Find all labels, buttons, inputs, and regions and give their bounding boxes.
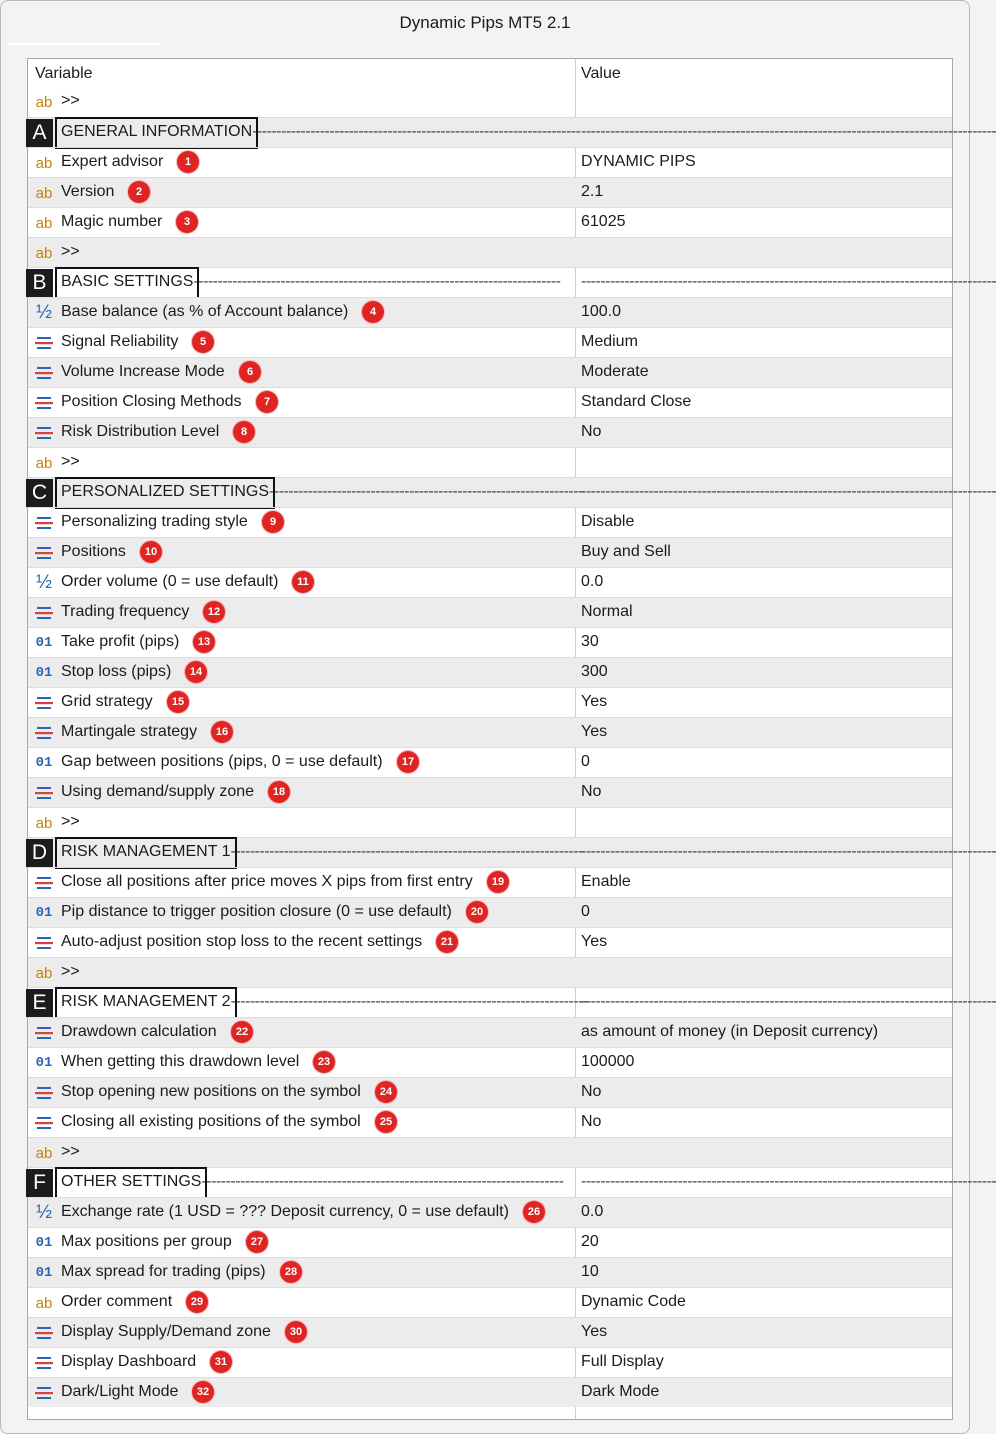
section-separator-dashes: ----------------------------------------------------------------- xyxy=(269,483,583,500)
table-row[interactable] xyxy=(28,747,952,777)
variable-name: Gap between positions (pips, 0 = use default) xyxy=(61,753,383,770)
variable-value[interactable]: Medium xyxy=(581,333,638,350)
annotation-number-badge: 14 xyxy=(185,661,207,683)
table-row[interactable] xyxy=(28,927,952,957)
string-type-icon: ab xyxy=(35,93,53,111)
annotation-number-badge: 31 xyxy=(210,1351,232,1373)
section-letter-marker: E xyxy=(26,989,53,1017)
annotation-number-badge: 8 xyxy=(233,421,255,443)
integer-type-icon: 01 xyxy=(35,905,53,921)
table-row[interactable] xyxy=(28,1197,952,1227)
variable-value[interactable]: Buy and Sell xyxy=(581,543,671,560)
section-value-dashes: -------------------------------------------------------------------------------------- xyxy=(581,123,996,140)
enum-list-icon xyxy=(33,873,55,893)
variable-name: >> xyxy=(61,1143,80,1160)
table-row[interactable] xyxy=(28,957,952,987)
table-row[interactable] xyxy=(28,897,952,927)
section-highlight-box xyxy=(55,1167,207,1199)
variable-value[interactable]: 61025 xyxy=(581,213,626,230)
section-separator-dashes: --------------------------------------------------------------------------- xyxy=(201,1173,564,1190)
table-row[interactable] xyxy=(28,1047,952,1077)
variable-value[interactable]: Enable xyxy=(581,873,631,890)
variable-value[interactable]: 0 xyxy=(581,903,590,920)
section-separator-dashes: -------------------------------------------------------------------- xyxy=(252,123,581,140)
variable-value[interactable]: DYNAMIC PIPS xyxy=(581,153,696,170)
variable-name: Signal Reliability xyxy=(61,333,179,350)
section-separator-dashes: -------------------------------------------------------------------------- xyxy=(230,993,588,1010)
annotation-number-badge: 25 xyxy=(375,1111,397,1133)
table-row[interactable] xyxy=(28,387,952,417)
table-row[interactable] xyxy=(28,627,952,657)
annotation-number-badge: 29 xyxy=(186,1291,208,1313)
variable-name: Max positions per group xyxy=(61,1233,232,1250)
variable-name: Base balance (as % of Account balance) xyxy=(61,303,349,320)
table-row[interactable] xyxy=(28,237,952,267)
annotation-number-badge: 21 xyxy=(436,931,458,953)
variable-value[interactable]: Dark Mode xyxy=(581,1383,660,1400)
variable-name: >> xyxy=(61,813,80,830)
table-row[interactable] xyxy=(28,567,952,597)
table-row[interactable] xyxy=(28,87,952,117)
variable-value[interactable]: No xyxy=(581,783,602,800)
variable-value[interactable]: 2.1 xyxy=(581,183,604,200)
enum-list-icon xyxy=(33,1023,55,1043)
column-header-variable[interactable]: Variable xyxy=(35,65,93,82)
annotation-number-badge: 16 xyxy=(211,721,233,743)
variable-name: Using demand/supply zone xyxy=(61,783,255,800)
table-header xyxy=(28,59,952,87)
section-title-text: RISK MANAGEMENT 1 xyxy=(61,843,231,860)
variable-value[interactable]: 100000 xyxy=(581,1053,635,1070)
variable-name: Martingale strategy xyxy=(61,723,198,740)
annotation-number-badge: 13 xyxy=(193,631,215,653)
section-separator-dashes: ---------------------------------------------------------------------------- xyxy=(193,273,561,290)
variable-name: Auto-adjust position stop loss to the recent settings xyxy=(61,933,423,950)
table-row[interactable] xyxy=(28,777,952,807)
table-row[interactable] xyxy=(28,1077,952,1107)
variable-name: Order volume (0 = use default) xyxy=(61,573,279,590)
variable-name: Risk Distribution Level xyxy=(61,423,220,440)
annotation-number-badge: 26 xyxy=(523,1201,545,1223)
variable-name: Take profit (pips) xyxy=(61,633,180,650)
table-row[interactable] xyxy=(28,1287,952,1317)
annotation-number-badge: 22 xyxy=(231,1021,253,1043)
section-title-text: RISK MANAGEMENT 2 xyxy=(61,993,231,1010)
variable-value[interactable]: 30 xyxy=(581,633,599,650)
variable-value[interactable]: Moderate xyxy=(581,363,649,380)
section-header-row[interactable] xyxy=(28,117,996,147)
variable-name: Pip distance to trigger position closure (0 = use default) xyxy=(61,903,452,920)
annotation-number-badge: 4 xyxy=(362,301,384,323)
table-row[interactable] xyxy=(28,717,952,747)
variable-value[interactable]: Standard Close xyxy=(581,393,692,410)
variable-value[interactable]: No xyxy=(581,1083,602,1100)
annotation-number-badge: 9 xyxy=(262,511,284,533)
section-separator-dashes: ------------------------------------------------------------------------- xyxy=(230,843,583,860)
variable-name: Close all positions after price moves X pips from first entry xyxy=(61,873,473,890)
table-row[interactable] xyxy=(28,1257,952,1287)
integer-type-icon: 01 xyxy=(35,755,53,771)
section-letter-marker: C xyxy=(26,479,53,507)
string-type-icon: ab xyxy=(35,184,53,202)
section-highlight-box xyxy=(55,117,258,149)
annotation-number-badge: 7 xyxy=(256,391,278,413)
variable-value[interactable]: No xyxy=(581,1113,602,1130)
enum-list-icon xyxy=(33,1383,55,1403)
annotation-number-badge: 10 xyxy=(140,541,162,563)
table-row[interactable] xyxy=(28,537,952,567)
annotation-number-badge: 2 xyxy=(128,181,150,203)
string-type-icon: ab xyxy=(35,154,53,172)
double-type-icon: ½ xyxy=(36,302,52,323)
variable-value[interactable]: Full Display xyxy=(581,1353,664,1370)
string-type-icon: ab xyxy=(35,214,53,232)
table-row[interactable] xyxy=(28,507,952,537)
table-row[interactable] xyxy=(28,1017,952,1047)
variable-name: >> xyxy=(61,963,80,980)
annotation-number-badge: 23 xyxy=(313,1051,335,1073)
section-title-text: PERSONALIZED SETTINGS xyxy=(61,483,270,500)
variable-name: >> xyxy=(61,92,80,109)
variable-name: Magic number xyxy=(61,213,163,230)
enum-list-icon xyxy=(33,513,55,533)
variable-value[interactable]: Disable xyxy=(581,513,635,530)
section-title-text: GENERAL INFORMATION xyxy=(61,123,253,140)
variable-value[interactable]: 10 xyxy=(581,1263,599,1280)
column-header-value[interactable]: Value xyxy=(581,65,621,82)
variable-name: Volume Increase Mode xyxy=(61,363,225,380)
string-type-icon: ab xyxy=(35,1294,53,1312)
section-highlight-box xyxy=(55,477,275,509)
table-row[interactable] xyxy=(28,1347,952,1377)
annotation-number-badge: 11 xyxy=(292,571,314,593)
table-row[interactable] xyxy=(28,297,952,327)
enum-list-icon xyxy=(33,393,55,413)
annotation-number-badge: 6 xyxy=(239,361,261,383)
section-value-dashes: -------------------------------------------------------------------------------------- xyxy=(581,483,996,500)
variable-value[interactable]: No xyxy=(581,423,602,440)
variable-name: Expert advisor xyxy=(61,153,164,170)
double-type-icon: ½ xyxy=(36,1202,52,1223)
variable-name: Display Supply/Demand zone xyxy=(61,1323,271,1340)
table-row[interactable] xyxy=(28,1107,952,1137)
section-title-text: BASIC SETTINGS xyxy=(61,273,194,290)
table-row[interactable] xyxy=(28,1227,952,1257)
section-header-row[interactable] xyxy=(28,837,996,867)
section-letter-marker: D xyxy=(26,839,53,867)
enum-list-icon xyxy=(33,543,55,563)
integer-type-icon: 01 xyxy=(35,665,53,681)
table-row[interactable] xyxy=(28,327,952,357)
variable-name: Drawdown calculation xyxy=(61,1023,217,1040)
enum-list-icon xyxy=(33,1323,55,1343)
variable-name: Position Closing Methods xyxy=(61,393,242,410)
table-row[interactable] xyxy=(28,1317,952,1347)
table-row[interactable] xyxy=(28,657,952,687)
annotation-number-badge: 32 xyxy=(192,1381,214,1403)
section-value-dashes: -------------------------------------------------------------------------------------- xyxy=(581,993,996,1010)
table-row[interactable] xyxy=(28,687,952,717)
variable-name: >> xyxy=(61,243,80,260)
variable-name: Personalizing trading style xyxy=(61,513,248,530)
enum-list-icon xyxy=(33,333,55,353)
variable-name: Stop opening new positions on the symbol xyxy=(61,1083,361,1100)
integer-type-icon: 01 xyxy=(35,635,53,651)
annotation-number-badge: 28 xyxy=(280,1261,302,1283)
annotation-number-badge: 3 xyxy=(176,211,198,233)
table-row[interactable] xyxy=(28,867,952,897)
variable-name: Order comment xyxy=(61,1293,173,1310)
table-row[interactable] xyxy=(28,1137,952,1167)
variable-value[interactable]: 300 xyxy=(581,663,608,680)
section-header-row[interactable] xyxy=(28,987,996,1017)
section-letter-marker: B xyxy=(26,269,53,297)
variable-value[interactable]: 0.0 xyxy=(581,573,604,590)
variable-name: Max spread for trading (pips) xyxy=(61,1263,266,1280)
annotation-number-badge: 19 xyxy=(487,871,509,893)
variable-name: Stop loss (pips) xyxy=(61,663,172,680)
integer-type-icon: 01 xyxy=(35,1265,53,1281)
variable-value[interactable]: Yes xyxy=(581,723,608,740)
section-highlight-box xyxy=(55,987,237,1019)
window-title: Dynamic Pips MT5 2.1 xyxy=(399,13,571,32)
inputs-table xyxy=(27,58,996,1420)
variable-value[interactable]: 20 xyxy=(581,1233,599,1250)
string-type-icon: ab xyxy=(35,964,53,982)
table-row[interactable] xyxy=(28,417,952,447)
enum-list-icon xyxy=(33,363,55,383)
enum-list-icon xyxy=(33,1113,55,1133)
variable-name: Closing all existing positions of the symbol xyxy=(61,1113,361,1130)
table-row[interactable] xyxy=(28,177,952,207)
annotation-number-badge: 5 xyxy=(192,331,214,353)
integer-type-icon: 01 xyxy=(35,1055,53,1071)
variable-name: Grid strategy xyxy=(61,693,153,710)
variable-name: When getting this drawdown level xyxy=(61,1053,300,1070)
annotation-number-badge: 1 xyxy=(177,151,199,173)
table-row[interactable] xyxy=(28,147,952,177)
string-type-icon: ab xyxy=(35,814,53,832)
table-row[interactable] xyxy=(28,357,952,387)
section-value-dashes: -------------------------------------------------------------------------------------- xyxy=(581,1173,996,1190)
annotation-number-badge: 15 xyxy=(167,691,189,713)
enum-list-icon xyxy=(33,1083,55,1103)
string-type-icon: ab xyxy=(35,244,53,262)
section-header-row[interactable] xyxy=(28,477,996,507)
section-letter-marker: A xyxy=(26,119,53,147)
tab-indicator xyxy=(9,43,161,45)
string-type-icon: ab xyxy=(35,1144,53,1162)
table-row[interactable] xyxy=(28,207,952,237)
variable-name: >> xyxy=(61,453,80,470)
variable-value[interactable]: as amount of money (in Deposit currency) xyxy=(581,1023,879,1040)
variable-name: Version xyxy=(61,183,115,200)
section-header-row[interactable] xyxy=(28,1167,996,1197)
section-title-text: OTHER SETTINGS xyxy=(61,1173,202,1190)
section-highlight-box xyxy=(55,837,237,869)
variable-name: Exchange rate (1 USD = ??? Deposit currency, 0 = use default) xyxy=(61,1203,509,1220)
table-row[interactable] xyxy=(28,807,952,837)
section-value-dashes: -------------------------------------------------------------------------------------- xyxy=(581,273,996,290)
enum-list-icon xyxy=(33,933,55,953)
variable-value[interactable]: Dynamic Code xyxy=(581,1293,686,1310)
variable-value[interactable]: Normal xyxy=(581,603,633,620)
annotation-number-badge: 18 xyxy=(268,781,290,803)
variable-value[interactable]: Yes xyxy=(581,933,608,950)
annotation-number-badge: 20 xyxy=(466,901,488,923)
annotation-number-badge: 17 xyxy=(397,751,419,773)
section-header-row[interactable] xyxy=(28,267,996,297)
variable-value[interactable]: 0 xyxy=(581,753,590,770)
variable-name: Positions xyxy=(61,543,126,560)
variable-name: Trading frequency xyxy=(61,603,190,620)
table-row[interactable] xyxy=(28,1377,952,1407)
annotation-number-badge: 27 xyxy=(246,1231,268,1253)
integer-type-icon: 01 xyxy=(35,1235,53,1251)
variable-value[interactable]: Yes xyxy=(581,693,608,710)
variable-name: Display Dashboard xyxy=(61,1353,197,1370)
variable-name: Dark/Light Mode xyxy=(61,1383,179,1400)
double-type-icon: ½ xyxy=(36,572,52,593)
section-letter-marker: F xyxy=(26,1169,53,1197)
annotation-number-badge: 24 xyxy=(375,1081,397,1103)
enum-list-icon xyxy=(33,723,55,743)
variable-value[interactable]: Yes xyxy=(581,1323,608,1340)
section-value-dashes: -------------------------------------------------------------------------------------- xyxy=(581,843,996,860)
section-highlight-box xyxy=(55,267,199,299)
string-type-icon: ab xyxy=(35,454,53,472)
variable-value[interactable]: 100.0 xyxy=(581,303,622,320)
enum-list-icon xyxy=(33,603,55,623)
enum-list-icon xyxy=(33,693,55,713)
table-row[interactable] xyxy=(28,597,952,627)
table-row[interactable] xyxy=(28,447,952,477)
enum-list-icon xyxy=(33,1353,55,1373)
annotation-number-badge: 12 xyxy=(203,601,225,623)
enum-list-icon xyxy=(33,783,55,803)
variable-value[interactable]: 0.0 xyxy=(581,1203,604,1220)
annotation-number-badge: 30 xyxy=(285,1321,307,1343)
enum-list-icon xyxy=(33,423,55,443)
